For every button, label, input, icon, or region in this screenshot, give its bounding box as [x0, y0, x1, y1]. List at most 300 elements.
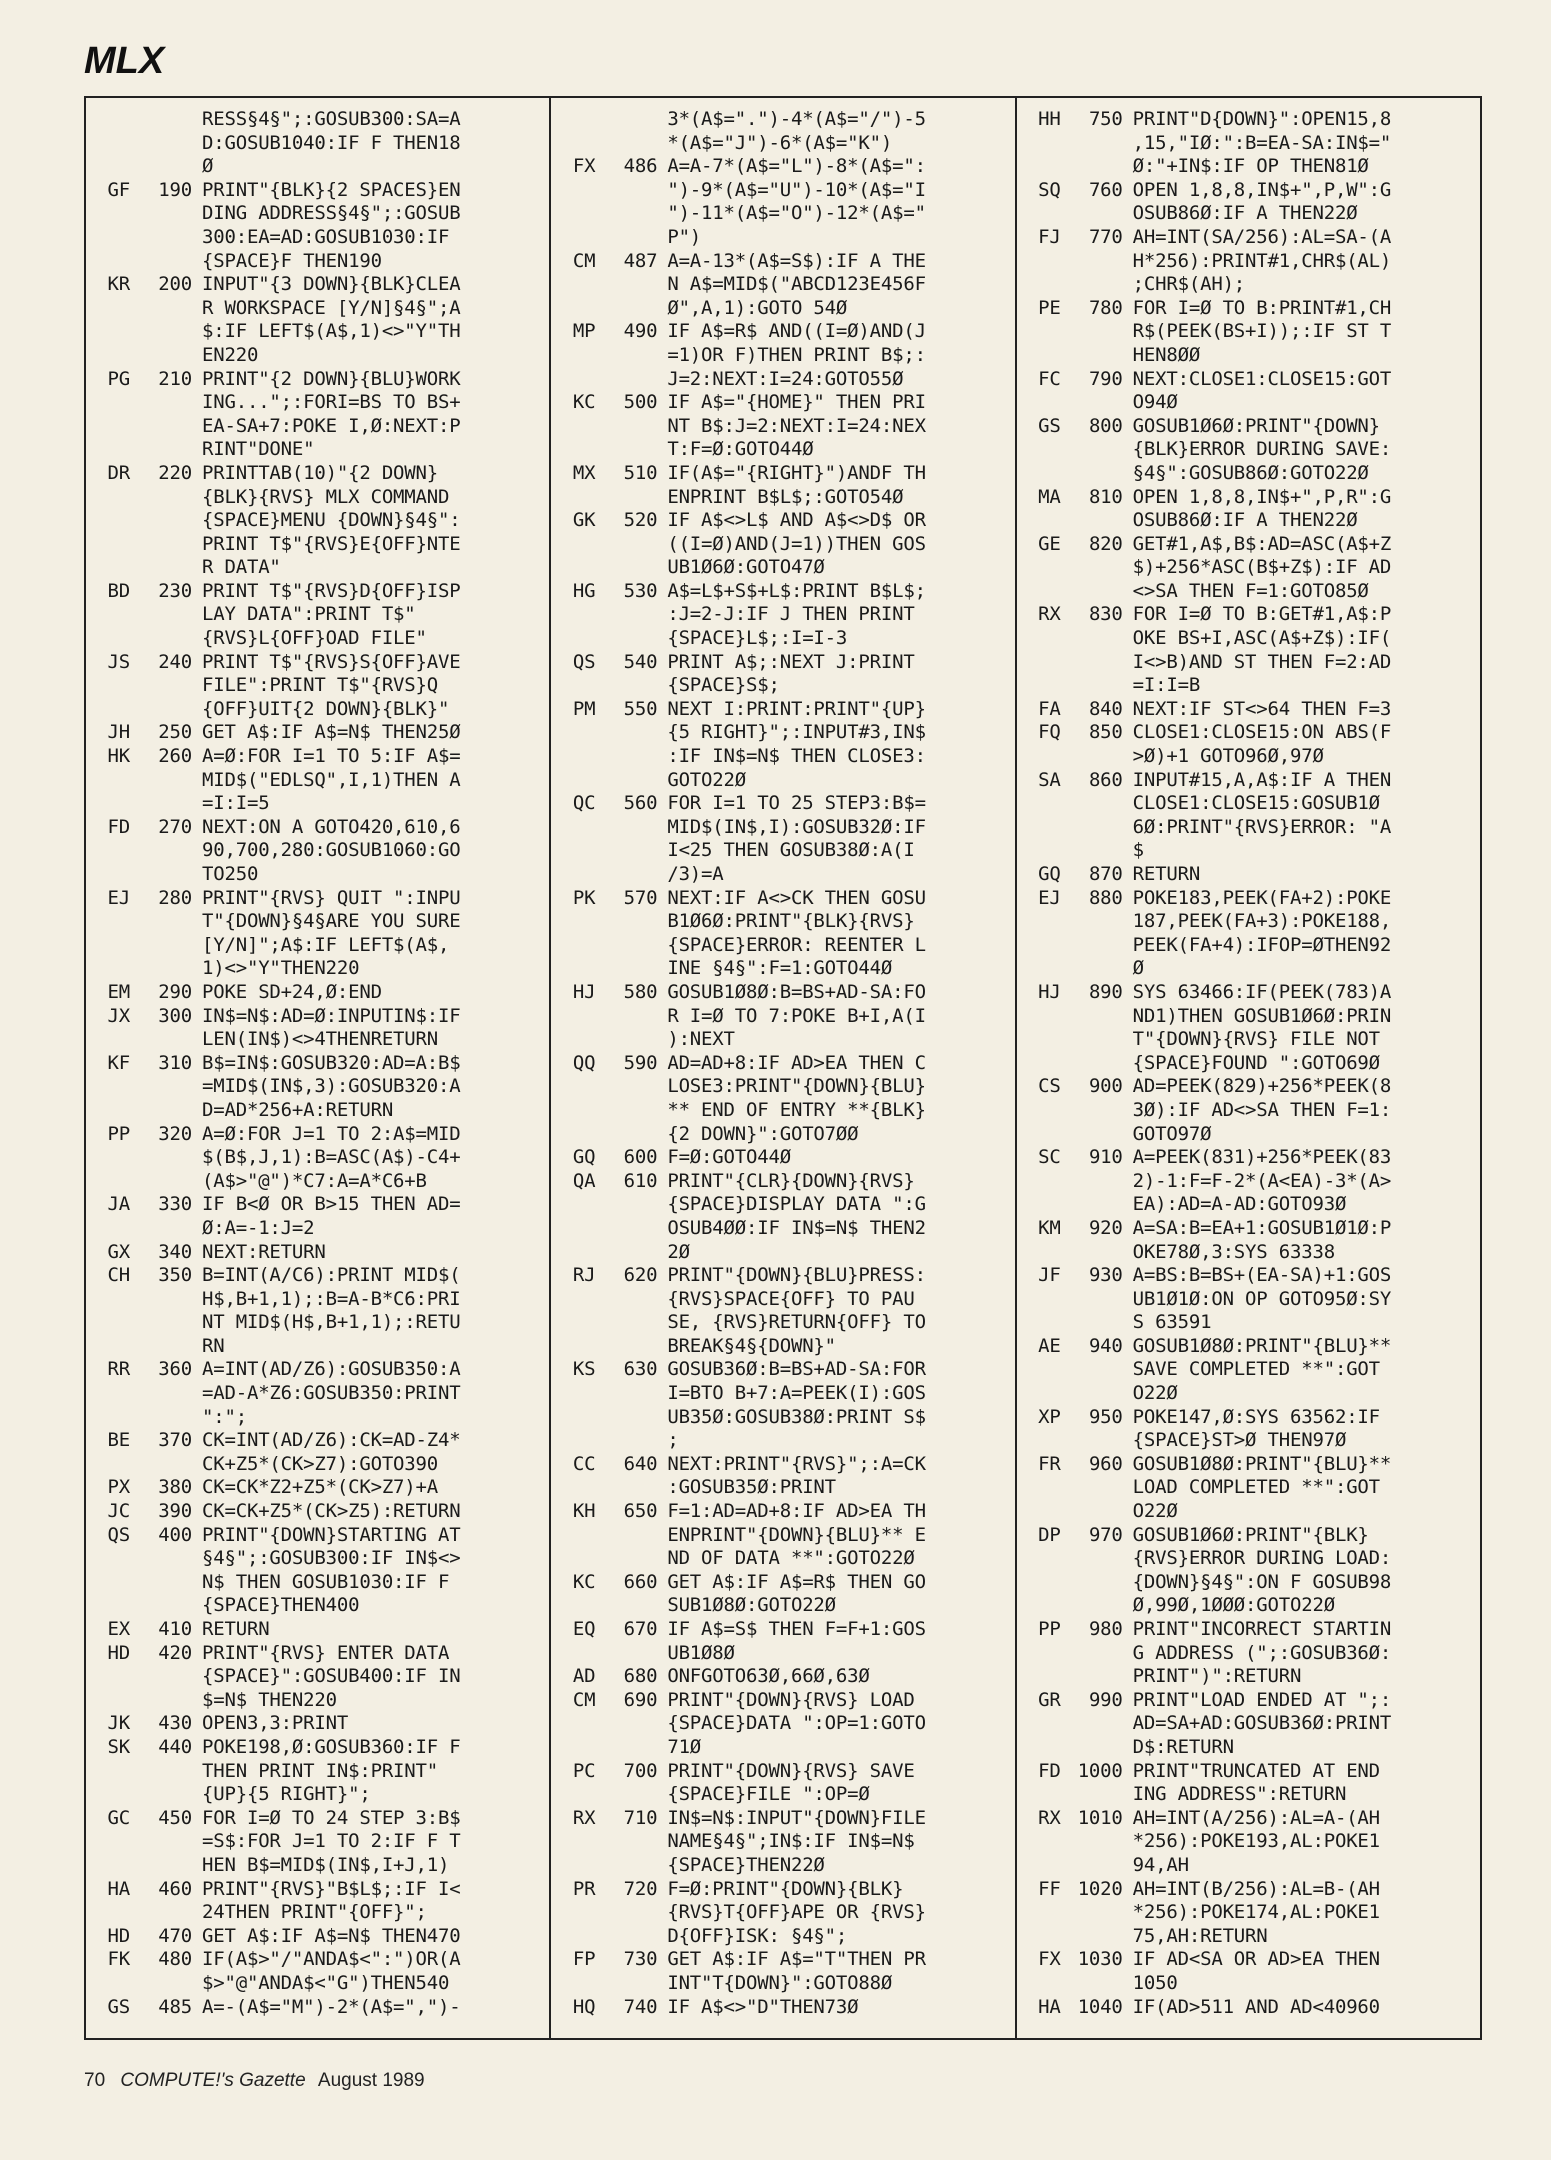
checksum: [555, 1972, 601, 1996]
line-number: [136, 769, 202, 793]
code-line: [555, 580, 1010, 604]
code-text: 3Ø):IF AD<>SA THEN F=1:: [1132, 1098, 1392, 1121]
code-line: [1021, 1594, 1476, 1618]
line-number: 670: [623, 1618, 658, 1640]
checksum: CH: [107, 1264, 130, 1287]
code-text: CK=INT(AD/Z6):CK=AD-Z4*: [202, 1429, 461, 1452]
code-line: [555, 839, 1010, 863]
line-number: [601, 132, 667, 156]
line-number: [601, 1075, 667, 1099]
checksum: FP: [572, 1948, 596, 1971]
checksum: [555, 816, 601, 840]
code-text: D:GOSUB1040:IF F THEN18: [202, 131, 461, 154]
checksum: [1021, 651, 1067, 675]
code-line: [1021, 1075, 1476, 1099]
code-line: [90, 1878, 545, 1902]
code-line: [555, 1571, 1010, 1595]
line-number: [136, 839, 202, 863]
checksum: PR: [572, 1877, 596, 1900]
code-text: 2Ø: [667, 1240, 690, 1263]
checksum: [90, 1972, 136, 1996]
line-number: [601, 1712, 667, 1736]
code-text: FOR I=Ø TO B:PRINT#1,CH: [1132, 296, 1392, 319]
code-text: {SPACE}S$;: [667, 674, 780, 697]
code-text: R I=Ø TO 7:POKE B+I,A(I: [667, 1004, 926, 1027]
checksum: [555, 1712, 601, 1736]
code-line: [555, 1406, 1010, 1430]
code-text: {SPACE}MENU {DOWN}§4§":: [202, 509, 461, 532]
code-line: [90, 1712, 545, 1736]
code-text: P"): [667, 225, 702, 248]
code-text: PRINT"{BLK}{2 SPACES}EN: [202, 178, 461, 201]
line-number: 410: [158, 1618, 192, 1640]
line-number: [1067, 1005, 1133, 1029]
code-text: PRINT"{2 DOWN}{BLU}WORK: [202, 367, 461, 390]
line-number: [601, 1476, 667, 1500]
code-line: [90, 721, 545, 745]
line-number: [136, 1571, 202, 1595]
code-line: [90, 533, 545, 557]
line-number: 370: [158, 1429, 192, 1452]
checksum: [90, 1335, 136, 1359]
checksum: [90, 1406, 136, 1430]
checksum: KC: [572, 1570, 596, 1593]
code-text: ING ADDRESS":RETURN: [1132, 1783, 1347, 1806]
code-line: [1021, 1571, 1476, 1595]
code-text: N A$=MID$("ABCD123E456F: [667, 273, 926, 296]
line-number: [136, 1901, 202, 1925]
checksum: [555, 415, 601, 439]
code-text: {RVS}ERROR DURING LOAD:: [1132, 1547, 1392, 1570]
code-text: TO250: [202, 863, 259, 885]
line-number: 700: [623, 1759, 658, 1782]
code-text: NEXT:ON A GOTO420,610,6: [202, 815, 461, 838]
line-number: 200: [158, 273, 192, 296]
checksum: GS: [1038, 414, 1061, 437]
checksum: [555, 1854, 601, 1878]
checksum: DP: [1038, 1523, 1061, 1546]
code-line: [1021, 1642, 1476, 1666]
code-text: RN: [202, 1334, 225, 1357]
checksum: [90, 863, 136, 887]
line-number: [1067, 320, 1133, 344]
code-text: NEXT:IF ST<>64 THEN F=3: [1132, 697, 1392, 720]
code-text: A=SA:B=EA+1:GOSUB1Ø1Ø:P: [1132, 1216, 1392, 1239]
code-line: [1021, 1830, 1476, 1854]
line-number: [1067, 792, 1133, 816]
code-text: CLOSE1:CLOSE15:ON ABS(F: [1132, 721, 1392, 744]
code-line: [90, 556, 545, 580]
line-number: [136, 1406, 202, 1430]
code-line: [90, 1783, 545, 1807]
checksum: FX: [572, 155, 596, 178]
code-line: [1021, 1547, 1476, 1571]
checksum: [555, 368, 601, 392]
checksum: [1021, 1005, 1067, 1029]
code-line: [90, 250, 545, 274]
line-number: [601, 627, 667, 651]
code-line: [90, 1382, 545, 1406]
code-text: {RVS}SPACE{OFF} TO PAU: [667, 1287, 915, 1310]
code-line: [90, 887, 545, 911]
checksum: CC: [572, 1452, 596, 1475]
checksum: [1021, 1170, 1067, 1194]
code-text: :GOSUB35Ø:PRINT: [667, 1476, 836, 1499]
line-number: 530: [623, 579, 658, 602]
code-text: §4§":GOSUB86Ø:GOTO22Ø: [1132, 461, 1369, 484]
code-text: =1)OR F)THEN PRINT B$;:: [667, 343, 926, 366]
checksum: HG: [572, 579, 596, 602]
checksum: [1021, 1288, 1067, 1312]
code-line: [90, 839, 545, 863]
line-number: 260: [158, 745, 192, 768]
code-text: PRINT T$"{RVS}S{OFF}AVE: [202, 650, 461, 673]
code-text: EA):AD=A-AD:GOTO93Ø: [1132, 1193, 1347, 1216]
code-text: {SPACE}FILE ":OP=Ø: [667, 1783, 870, 1806]
code-text: INE §4§":F=1:GOTO44Ø: [667, 957, 893, 980]
line-number: [601, 957, 667, 981]
code-line: [90, 792, 545, 816]
code-line: [1021, 981, 1476, 1005]
checksum: [1021, 1429, 1067, 1453]
line-number: [601, 1524, 667, 1548]
checksum: QQ: [572, 1051, 596, 1074]
code-text: ")-9*(A$="U")-10*(A$="I: [667, 178, 926, 201]
checksum: GR: [1038, 1688, 1061, 1711]
code-text: IF A$<>L$ AND A$<>D$ OR: [667, 509, 926, 532]
checksum: [1021, 1547, 1067, 1571]
code-text: T:F=Ø:GOTO44Ø: [667, 438, 814, 461]
code-text: {2 DOWN}":GOTO7ØØ: [667, 1122, 859, 1145]
line-number: [136, 1099, 202, 1123]
code-line: [555, 1618, 1010, 1642]
line-number: 690: [623, 1688, 658, 1711]
checksum: GK: [572, 509, 596, 532]
code-text: {SPACE}F THEN190: [202, 249, 382, 272]
code-text: UB1Ø6Ø:GOTO47Ø: [667, 556, 825, 579]
code-text: POKE183,PEEK(FA+2):POKE: [1132, 886, 1392, 909]
line-number: 480: [158, 1948, 192, 1971]
code-text: 2)-1:F=F-2*(A<EA)-3*(A>: [1132, 1169, 1392, 1192]
checksum: [555, 957, 601, 981]
code-text: {DOWN}§4§":ON F GOSUB98: [1132, 1570, 1392, 1593]
checksum: [555, 1901, 601, 1925]
checksum: [90, 1760, 136, 1784]
code-text: T"{DOWN}§4§ARE YOU SURE: [202, 910, 461, 933]
line-number: [136, 957, 202, 981]
code-line: [555, 863, 1010, 887]
line-number: 960: [1088, 1452, 1123, 1475]
line-number: [1067, 155, 1133, 179]
checksum: [555, 273, 601, 297]
checksum: [1021, 1311, 1067, 1335]
checksum: [555, 1594, 601, 1618]
checksum: [90, 344, 136, 368]
line-number: 730: [623, 1948, 658, 1971]
code-line: [90, 1288, 545, 1312]
code-text: Ø,99Ø,1ØØØ:GOTO22Ø: [1132, 1594, 1335, 1617]
line-number: [601, 1288, 667, 1312]
checksum: MA: [1038, 485, 1061, 508]
line-number: [601, 1736, 667, 1760]
code-text: =I:I=5: [202, 792, 270, 815]
code-line: [90, 155, 545, 179]
code-text: INT"T{DOWN}":GOTO88Ø: [667, 1971, 893, 1994]
checksum: HJ: [572, 980, 596, 1003]
code-text: GET A$:IF A$=R$ THEN GO: [667, 1570, 926, 1593]
code-line: [90, 202, 545, 226]
line-number: [136, 698, 202, 722]
code-text: FOR I=1 TO 25 STEP3:B$=: [667, 792, 926, 815]
code-line: [555, 344, 1010, 368]
code-line: [1021, 1476, 1476, 1500]
code-line: [90, 486, 545, 510]
line-number: [1067, 1972, 1133, 1996]
line-number: [1067, 462, 1133, 486]
line-number: [1067, 202, 1133, 226]
checksum: GE: [1038, 532, 1061, 555]
line-number: [136, 486, 202, 510]
code-text: MID$(IN$,I):GOSUB32Ø:IF: [667, 815, 926, 838]
line-number: [136, 297, 202, 321]
code-line: [90, 1500, 545, 1524]
code-line: [555, 226, 1010, 250]
line-number: [1067, 651, 1133, 675]
code-text: PRINT"{DOWN}{RVS} LOAD: [667, 1688, 915, 1711]
line-number: [136, 1594, 202, 1618]
checksum: [90, 1901, 136, 1925]
line-number: 740: [623, 1995, 658, 2018]
code-line: [555, 1854, 1010, 1878]
code-line: [555, 1075, 1010, 1099]
line-number: [136, 1335, 202, 1359]
code-text: *256):POKE174,AL:POKE1: [1132, 1901, 1380, 1924]
code-line: [1021, 863, 1476, 887]
code-text: PRINT A$;:NEXT J:PRINT: [667, 650, 915, 673]
code-text: $: [1132, 839, 1144, 862]
code-line: [1021, 1382, 1476, 1406]
checksum: [555, 745, 601, 769]
code-line: [90, 1453, 545, 1477]
line-number: 560: [623, 792, 658, 815]
code-line: [1021, 792, 1476, 816]
code-line: [555, 1170, 1010, 1194]
line-number: [1067, 1783, 1133, 1807]
line-number: 350: [158, 1264, 192, 1287]
page-number: 70: [84, 2070, 106, 2091]
line-number: 820: [1088, 532, 1123, 555]
checksum: [1021, 1193, 1067, 1217]
line-number: [1067, 1288, 1133, 1312]
code-line: [555, 1288, 1010, 1312]
line-number: 510: [623, 461, 658, 484]
checksum: [555, 108, 601, 132]
code-line: [555, 1830, 1010, 1854]
checksum: [1021, 1783, 1067, 1807]
line-number: 487: [623, 249, 658, 272]
checksum: HQ: [572, 1995, 596, 2018]
code-text: {UP}{5 RIGHT}";: [202, 1783, 371, 1806]
code-text: 94,AH: [1132, 1853, 1189, 1876]
code-text: S 63591: [1132, 1311, 1212, 1334]
code-line: [1021, 1028, 1476, 1052]
code-text: {SPACE}THEN400: [202, 1594, 360, 1617]
line-number: [136, 533, 202, 557]
checksum: KR: [107, 273, 130, 296]
code-line: [90, 1028, 545, 1052]
code-text: GET A$:IF A$="T"THEN PR: [667, 1948, 926, 1971]
line-number: [136, 910, 202, 934]
code-line: [555, 556, 1010, 580]
checksum: [1021, 1123, 1067, 1147]
code-text: FILE":PRINT T$"{RVS}Q: [202, 674, 439, 697]
line-number: [601, 1972, 667, 1996]
code-text: INPUT"{3 DOWN}{BLK}CLEA: [202, 273, 461, 296]
checksum: [555, 1476, 601, 1500]
code-text: LOSE3:PRINT"{DOWN}{BLU}: [667, 1075, 926, 1098]
code-line: [1021, 1783, 1476, 1807]
line-number: 310: [158, 1051, 192, 1074]
checksum: PP: [1038, 1618, 1061, 1640]
checksum: [1021, 462, 1067, 486]
checksum: [555, 438, 601, 462]
code-line: [1021, 250, 1476, 274]
code-line: [1021, 1170, 1476, 1194]
code-line: [1021, 320, 1476, 344]
code-line: [1021, 1948, 1476, 1972]
line-number: 780: [1088, 296, 1123, 319]
line-number: [1067, 438, 1133, 462]
code-text: MID$("EDLSQ",I,1)THEN A: [202, 768, 461, 791]
code-text: AH=INT(SA/256):AL=SA-(A: [1132, 225, 1392, 248]
code-text: ENPRINT B$L$;:GOTO54Ø: [667, 485, 904, 508]
checksum: HA: [107, 1877, 130, 1900]
code-text: R DATA": [202, 556, 281, 579]
line-number: [136, 1170, 202, 1194]
line-number: [136, 509, 202, 533]
code-text: {5 RIGHT}";:INPUT#3,IN$: [667, 721, 926, 744]
checksum: [1021, 1854, 1067, 1878]
line-number: 850: [1088, 721, 1123, 744]
line-number: [1067, 1736, 1133, 1760]
line-number: [601, 273, 667, 297]
line-number: 570: [623, 886, 658, 909]
code-text: F=1:AD=AD+8:IF AD>EA TH: [667, 1500, 926, 1523]
code-line: [90, 108, 545, 132]
code-line: [1021, 297, 1476, 321]
code-text: GET A$:IF A$=N$ THEN470: [202, 1924, 461, 1947]
code-line: [1021, 957, 1476, 981]
line-number: [601, 1241, 667, 1265]
code-line: [555, 698, 1010, 722]
line-number: [1067, 250, 1133, 274]
checksum: [1021, 1972, 1067, 1996]
line-number: 470: [158, 1924, 192, 1947]
code-line: [1021, 415, 1476, 439]
code-line: [1021, 1689, 1476, 1713]
code-line: [90, 816, 545, 840]
checksum: [1021, 1642, 1067, 1666]
code-line: [555, 1123, 1010, 1147]
code-text: PRINT"{RVS}"B$L$;:IF I<: [202, 1877, 461, 1900]
code-text: OKE78Ø,3:SYS 63338: [1132, 1240, 1335, 1263]
checksum: [555, 1241, 601, 1265]
code-text: H$,B+1,1);:B=A-B*C6:PRI: [202, 1287, 461, 1310]
line-number: [1067, 674, 1133, 698]
code-line: [90, 1547, 545, 1571]
code-text: NT B$:J=2:NEXT:I=24:NEX: [667, 414, 926, 437]
code-line: [1021, 108, 1476, 132]
code-line: [555, 627, 1010, 651]
code-line: [90, 1005, 545, 1029]
code-line: [555, 792, 1010, 816]
code-line: [1021, 721, 1476, 745]
code-line: [555, 273, 1010, 297]
line-number: 330: [158, 1193, 192, 1216]
code-line: [90, 1594, 545, 1618]
code-line: [555, 1217, 1010, 1241]
code-text: SE, {RVS}RETURN{OFF} TO: [667, 1311, 926, 1334]
checksum: [90, 957, 136, 981]
code-line: [90, 1099, 545, 1123]
code-line: [555, 1241, 1010, 1265]
line-number: [136, 250, 202, 274]
code-text: PRINT"INCORRECT STARTIN: [1132, 1618, 1392, 1640]
code-line: [1021, 486, 1476, 510]
checksum: RX: [572, 1806, 596, 1829]
checksum: [1021, 1925, 1067, 1949]
line-number: 1010: [1077, 1806, 1123, 1829]
code-text: PRINT"{DOWN}{RVS} SAVE: [667, 1759, 915, 1782]
code-line: [1021, 1311, 1476, 1335]
checksum: [1021, 202, 1067, 226]
code-text: IF A$="{HOME}" THEN PRI: [667, 391, 926, 414]
code-text: O22Ø: [1132, 1500, 1178, 1523]
code-line: [555, 533, 1010, 557]
code-line: [90, 297, 545, 321]
code-text: D{OFF}ISK: §4§";: [667, 1924, 848, 1947]
line-number: [1067, 910, 1133, 934]
code-line: [1021, 155, 1476, 179]
code-text: AD=SA+AD:GOSUB36Ø:PRINT: [1132, 1712, 1392, 1735]
code-text: $:IF LEFT$(A$,1)<>"Y"TH: [202, 320, 461, 343]
checksum: FF: [1038, 1877, 1061, 1900]
line-number: [601, 674, 667, 698]
code-line: [1021, 1288, 1476, 1312]
code-text: HEN B$=MID$(IN$,I+J,1): [202, 1853, 450, 1876]
code-line: [555, 1193, 1010, 1217]
code-line: [1021, 1217, 1476, 1241]
checksum: [1021, 627, 1067, 651]
code-line: [555, 132, 1010, 156]
code-text: /3)=A: [667, 863, 724, 885]
checksum: SK: [107, 1735, 130, 1758]
code-line: [1021, 1665, 1476, 1689]
code-line: [90, 934, 545, 958]
code-text: AD=AD+8:IF AD>EA THEN C: [667, 1051, 926, 1074]
checksum: [1021, 1382, 1067, 1406]
checksum: [1021, 745, 1067, 769]
line-number: [601, 1925, 667, 1949]
checksum: PG: [107, 367, 130, 390]
line-number: 430: [158, 1712, 192, 1735]
checksum: FD: [1038, 1759, 1061, 1782]
checksum: JK: [107, 1712, 130, 1735]
code-text: UB35Ø:GOSUB38Ø:PRINT S$: [667, 1405, 926, 1428]
checksum: RX: [1038, 603, 1061, 626]
code-text: IF A$=S$ THEN F=F+1:GOS: [667, 1618, 926, 1640]
checksum: [1021, 910, 1067, 934]
